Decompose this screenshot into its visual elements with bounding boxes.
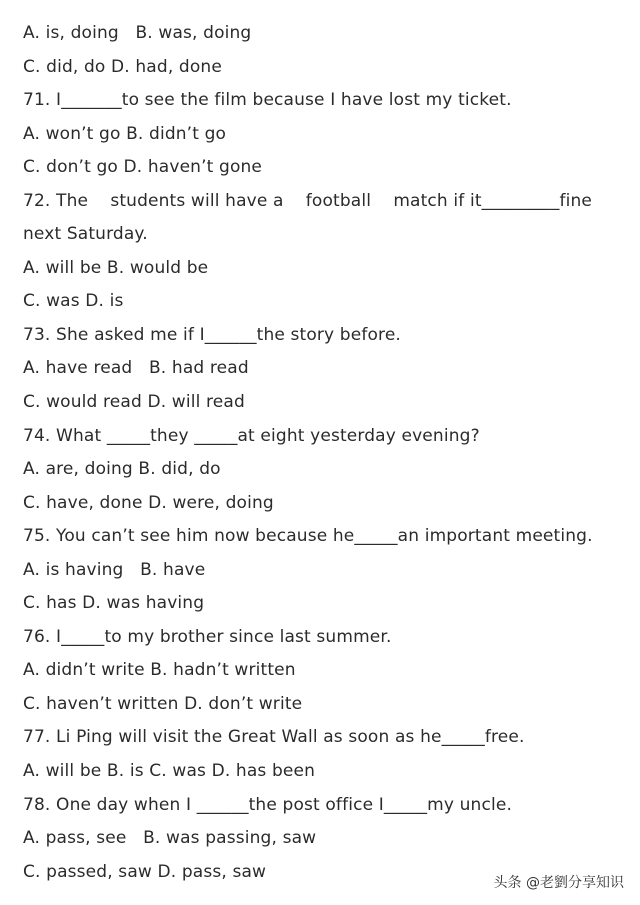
question-74: 74. What _____they _____at eight yesterday evening? — [23, 425, 480, 446]
text-line: C. have, done D. were, doing — [23, 492, 274, 513]
question-76: 76. I_____to my brother since last summer. — [23, 626, 392, 647]
text-line: next Saturday. — [23, 224, 148, 245]
text-line: A. is, doing B. was, doing — [23, 23, 252, 43]
text-line: A. is having B. have — [23, 559, 206, 580]
text-line: A. have read B. had read — [23, 358, 249, 379]
text-line: C. passed, saw D. pass, saw — [23, 861, 267, 882]
text-line: A. pass, see B. was passing, saw — [23, 828, 317, 849]
text-line: C. haven’t written D. don’t write — [23, 693, 303, 714]
text-line: A. won’t go B. didn’t go — [23, 123, 227, 144]
text-line: A. didn’t write B. hadn’t written — [23, 660, 296, 681]
text-line: A. will be B. would be — [23, 257, 209, 278]
watermark: 头条 @老劉分享知识 — [493, 875, 624, 891]
question-71: 71. I_______to see the film because I have lost my ticket. — [23, 90, 512, 111]
question-77: 77. Li Ping will visit the Great Wall as soon as he_____free. — [23, 727, 525, 748]
text-line: A. will be B. is C. was D. has been — [23, 761, 316, 782]
worksheet-page — [23, 17, 623, 889]
text-line: C. would read D. will read — [23, 392, 245, 413]
text-line: C. was D. is — [23, 291, 124, 312]
text-line: A. are, doing B. did, do — [23, 459, 221, 480]
question-75: 75. You can’t see him now because he_____an important meeting. — [23, 526, 593, 547]
text-line: C. did, do D. had, done — [23, 56, 222, 77]
question-78: 78. One day when I ______the post office I_____my uncle. — [23, 794, 513, 815]
text-line: C. has D. was having — [23, 593, 205, 614]
question-72: 72. The students will have a football match if it_________fine — [23, 190, 593, 211]
text-line: C. don’t go D. haven’t gone — [23, 157, 263, 178]
question-73: 73. She asked me if I______the story before. — [23, 324, 401, 345]
